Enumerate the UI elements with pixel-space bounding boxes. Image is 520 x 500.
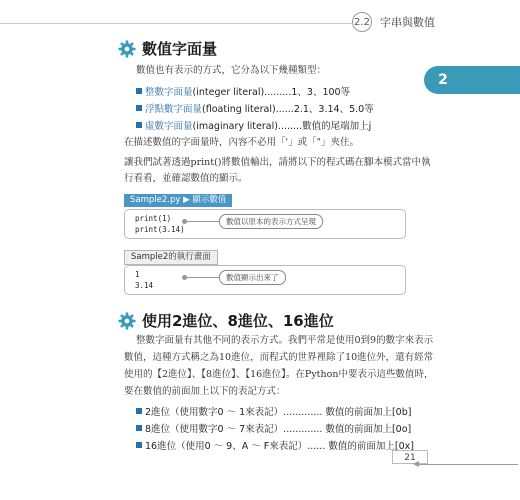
running-header-title: 字串與數值 — [380, 16, 435, 29]
bullet-hexadecimal — [136, 438, 414, 452]
code-line: print(1) — [135, 214, 172, 223]
section-heading-numeric-literals — [118, 38, 217, 59]
bullet-text: (imaginary literal)........數值的尾端加上j — [192, 121, 372, 132]
annotation-pointer — [185, 221, 219, 222]
intro-text: 數值也有表示的方式，它分為以下幾種類型： — [136, 65, 327, 76]
bullet-text: 2進位（使用數字0 ～ 1來表記）............. 數值的前面加上[0b] — [145, 407, 412, 418]
bullet-label: 虛數字面量 — [145, 121, 193, 132]
chapter-tab — [424, 66, 520, 94]
paragraph-line: 行看看，並確認數值的顯示。 — [124, 173, 248, 184]
output-block — [124, 265, 406, 295]
annotation-bubble: 數值以原本的表示方式呈現 — [219, 214, 323, 229]
bullet-square-icon — [136, 88, 142, 94]
code-line: print(3.14) — [135, 225, 185, 234]
page-number: 21 — [392, 450, 428, 464]
code-caption: Sample2.py ▶ 顯示數值 — [124, 194, 232, 207]
bullet-square-icon — [136, 408, 142, 414]
output-caption: Sample2的執行畫面 — [124, 250, 218, 265]
output-line: 1 — [135, 270, 140, 279]
code-annotation — [185, 214, 323, 229]
bullet-text: (integer literal).........1、3、100等 — [192, 87, 351, 98]
gear-icon — [118, 40, 136, 58]
header-rule — [0, 23, 352, 24]
footer-arrow-icon — [418, 464, 518, 465]
output-annotation — [185, 270, 286, 285]
bullet-square-icon — [136, 105, 142, 111]
section-title: 使用2進位、8進位、16進位 — [142, 312, 334, 330]
quote-note: 在描述數值的字面量時，內容不必用「'」或「"」夾住。 — [124, 137, 359, 148]
bullet-imaginary-literal — [136, 118, 371, 132]
bullet-square-icon — [136, 442, 142, 448]
gear-icon — [118, 312, 136, 330]
bullet-label: 整數字面量 — [145, 87, 193, 98]
bullet-integer-literal — [136, 84, 350, 98]
paragraph-line: 數值，這種方式稱之為10進位，而程式的世界裡除了10進位外，還有經常 — [124, 352, 434, 363]
output-line: 3.14 — [135, 281, 154, 290]
code-block — [124, 209, 406, 239]
bullet-text: 8進位（使用數字0 ～ 7來表記）............. 數值的前面加上[0o] — [145, 424, 412, 435]
paragraph-line: 要在數值的前面加上以下的表記方式： — [124, 386, 286, 397]
paragraph-line: 整數字面量有其他不同的表示方式。我們平常是使用0到9的數字來表示 — [136, 335, 434, 346]
bullet-label: 浮點數字面量 — [145, 104, 203, 115]
bullet-binary — [136, 404, 411, 418]
paragraph-line: 讓我們試著透過print()將數值輸出，請將以下的程式碼在腳本模式當中執 — [124, 157, 431, 168]
section-heading-bases — [118, 310, 334, 331]
bullet-text: (floating literal)......2.1、3.14、5.0等 — [202, 104, 374, 115]
bullet-square-icon — [136, 122, 142, 128]
section-title: 數值字面量 — [142, 40, 218, 58]
bullet-floating-literal — [136, 101, 374, 115]
chapter-tab-label: 2 — [438, 72, 448, 88]
section-number-badge: 2.2 — [352, 12, 372, 32]
annotation-pointer — [185, 277, 219, 278]
bullet-octal — [136, 421, 411, 435]
annotation-bubble: 數值顯示出來了 — [219, 270, 286, 285]
bullet-square-icon — [136, 425, 142, 431]
bullet-text: 16進位（使用0 ～ 9、A ～ F來表記）...... 數值的前面加上[0x] — [145, 441, 414, 452]
paragraph-line: 使用的【2進位】、【8進位】、【16進位】。在Python中要表示這些數值時， — [124, 369, 434, 380]
